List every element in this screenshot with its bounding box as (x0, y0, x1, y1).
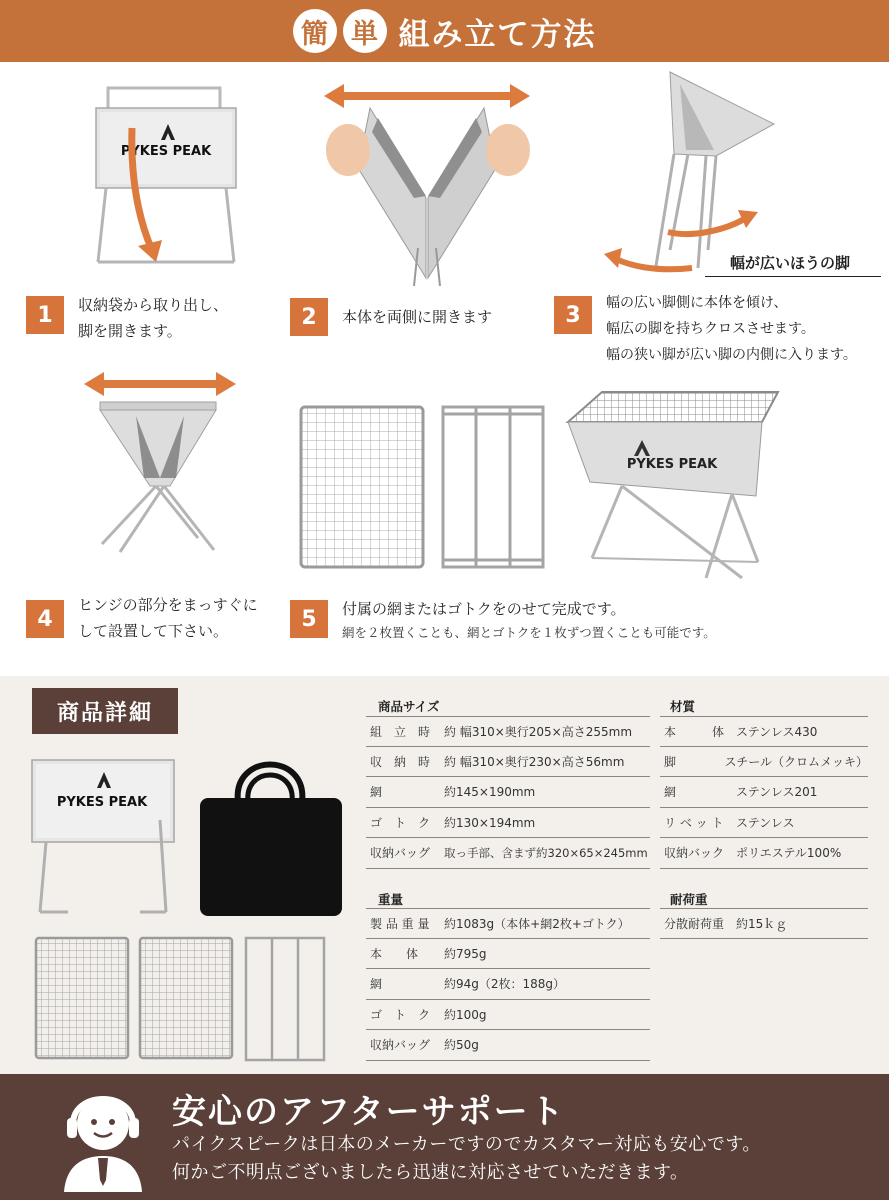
table-row (660, 777, 868, 808)
step-4 (26, 592, 258, 644)
step-number: 5 (290, 600, 328, 638)
spec-value: 約795g (444, 946, 487, 961)
spec-value: ステンレス (736, 815, 795, 830)
spec-value: 約 幅310×奥行205×高さ255mm (444, 724, 633, 739)
grill-net-image (34, 936, 130, 1060)
table-row (366, 838, 650, 869)
step3-image (596, 70, 786, 280)
step-number: 3 (554, 296, 592, 334)
step-text-line: 本体を両側に開きます (342, 308, 493, 326)
spec-table-size (366, 716, 650, 869)
spec-label: 収納バック (664, 846, 725, 861)
spec-value: ステンレス430 (736, 724, 818, 739)
table-row (366, 747, 650, 778)
step-text-line: 幅広の脚を持ちクロスさせます。 (606, 321, 815, 337)
step-3 (554, 290, 857, 368)
spec-label: 収納バッグ (370, 1038, 431, 1053)
table-row (366, 1000, 650, 1031)
spec-label: 網 (370, 977, 383, 992)
step4-image (80, 368, 240, 568)
table-row (660, 908, 868, 939)
grill-net-image (298, 404, 426, 570)
spec-table-load (660, 908, 868, 939)
support-agent-icon (62, 1084, 144, 1192)
table-row (366, 939, 650, 970)
spec-label: 分散耐荷重 (664, 916, 725, 931)
page-title (0, 0, 889, 62)
spec-label: ゴ ト ク (370, 815, 431, 830)
leg-label-underline (705, 276, 881, 277)
spec-value: ステンレス201 (736, 785, 818, 800)
spec-value: 約100g (444, 1007, 487, 1022)
step-number: 4 (26, 600, 64, 638)
table-row (366, 777, 650, 808)
step-number: 2 (290, 298, 328, 336)
table-row (660, 808, 868, 839)
support-text: パイクスピークは日本のメーカーですのでカスタマー対応も安心です。 (172, 1134, 761, 1155)
spec-value: 取っ手部、含まず約320×65×245mm (444, 845, 648, 860)
spec-label: 本 体 (664, 724, 725, 739)
table-row (366, 808, 650, 839)
brand-logo: PYKES PEAK (626, 457, 718, 472)
brand-logo: PYKES PEAK (120, 144, 212, 159)
step-text-line: 付属の網またはゴトクをのせて完成です。 (342, 600, 626, 618)
spec-label: ゴ ト ク (370, 1007, 431, 1022)
spec-table-material (660, 716, 868, 869)
folded-grill-image (28, 756, 178, 918)
spec-value: ポリエステル100% (736, 846, 842, 861)
title-circle-char: 簡 (293, 9, 337, 53)
spec-label: リ ベ ッ ト (664, 815, 724, 830)
title-text: 組み立て方法 (398, 16, 597, 53)
spec-label: 網 (370, 785, 383, 800)
step-text-line: 幅の広い脚側に本体を傾け、 (606, 295, 788, 311)
table-row (660, 716, 868, 747)
assembled-grill-image (562, 386, 780, 586)
table-row (366, 908, 650, 939)
spec-label: 収納バッグ (370, 846, 431, 861)
spec-table-weight (366, 908, 650, 1061)
storage-bag-image (196, 748, 346, 920)
table-row (660, 838, 868, 869)
step-subtext: 網を２枚置くことも、網とゴトクを１枚ずつ置くことも可能です。 (342, 625, 716, 640)
spec-label: 本 体 (370, 946, 419, 961)
table-row (366, 1030, 650, 1061)
step-text-line: 幅の狭い脚が広い脚の内側に入ります。 (606, 347, 857, 363)
step1-image (88, 82, 248, 272)
step-text-line: ヒンジの部分をまっすぐに (78, 596, 258, 614)
step-text-line: 脚を開きます。 (78, 322, 182, 340)
step-text-line: 収納袋から取り出し、 (78, 296, 229, 314)
step-number: 1 (26, 296, 64, 334)
spec-value: 約15ｋｇ (736, 916, 788, 931)
spec-value: 約130×194mm (444, 815, 536, 830)
brand-logo: PYKES PEAK (56, 795, 148, 810)
support-text: 何かご不明点ございましたら迅速に対応させていただきます。 (172, 1162, 689, 1183)
spec-value: 約94g（2枚：188g） (444, 977, 566, 992)
spec-heading-weight: 重量 (378, 892, 404, 907)
support-title: 安心のアフターサポート (172, 1092, 566, 1132)
leg-label: 幅が広いほうの脚 (730, 254, 851, 272)
step2-image (318, 78, 536, 288)
spec-value: 約 幅310×奥行230×高さ56mm (444, 754, 625, 769)
table-row (366, 716, 650, 747)
spec-label: 収 納 時 (370, 754, 431, 769)
step-5 (290, 596, 716, 644)
spec-value: 約1083g（本体+網2枚+ゴトク） (444, 916, 630, 931)
step-1 (26, 292, 228, 344)
spec-heading-size: 商品サイズ (378, 699, 440, 714)
spec-value: スチール（クロムメッキ） (724, 754, 868, 769)
grill-net-image (138, 936, 234, 1060)
spec-label: 製 品 重 量 (370, 916, 430, 931)
spec-label: 脚 (664, 754, 677, 769)
spec-value: 約50g (444, 1038, 479, 1053)
spec-heading-load: 耐荷重 (670, 892, 708, 907)
spec-heading-material: 材質 (670, 699, 696, 714)
spec-label: 組 立 時 (370, 724, 431, 739)
gotoku-image (438, 404, 548, 570)
product-details-title: 商品詳細 (32, 688, 178, 734)
step-text-line: して設置して下さい。 (78, 622, 229, 640)
table-row (660, 747, 868, 778)
gotoku-image (242, 936, 328, 1062)
spec-value: 約145×190mm (444, 785, 536, 800)
title-circle-char: 単 (343, 9, 387, 53)
step-2 (290, 298, 492, 336)
spec-label: 網 (664, 785, 677, 800)
table-row (366, 969, 650, 1000)
